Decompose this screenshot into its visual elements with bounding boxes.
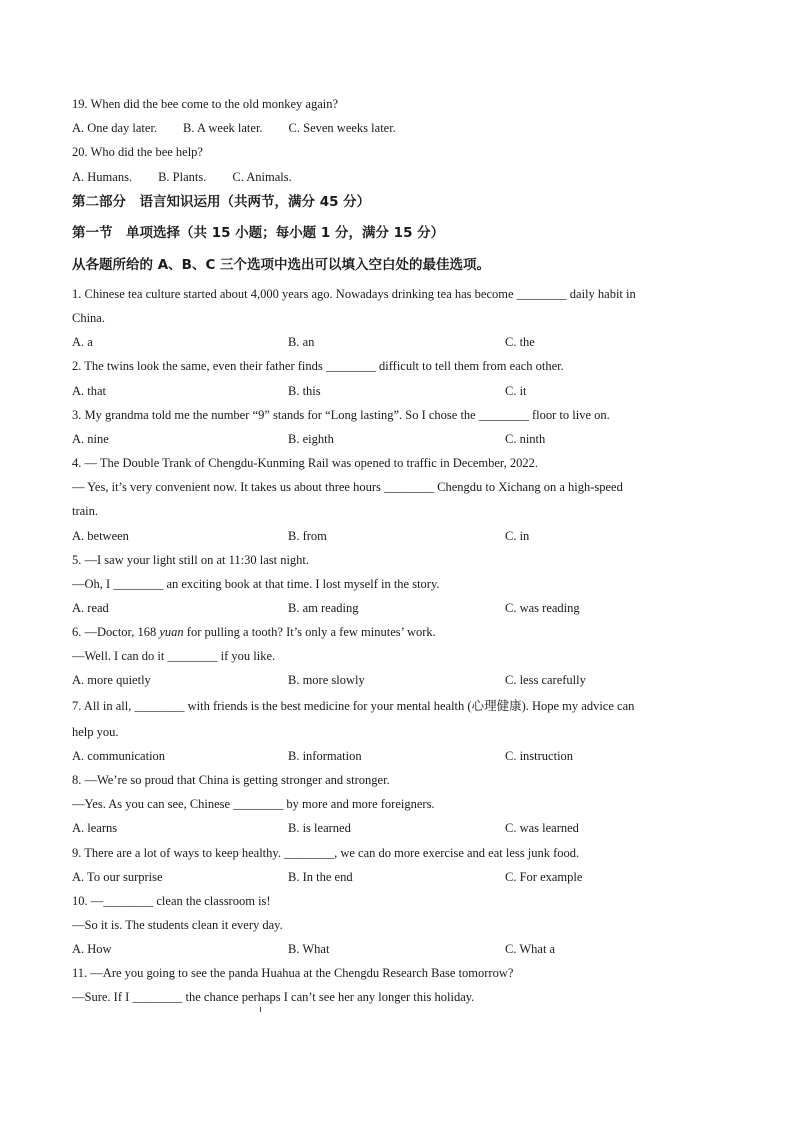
option-b: B. am reading — [288, 601, 359, 615]
option-a: A. communication — [72, 749, 166, 763]
question-7-line-1: 7. All in all, ________ with friends is the best medicine for your mental health (心理健康). Hope my advice can — [72, 699, 635, 713]
option-b: B. is learned — [288, 821, 351, 835]
question-6-line-1: 6. —Doctor, 168 yuan for pulling a tooth? It’s only a few minutes’ work. — [72, 625, 436, 639]
option-a: A. between — [72, 529, 129, 543]
option-c: C. the — [505, 335, 535, 349]
option-a: A. To our surprise — [72, 870, 163, 884]
question-5-line-1: 5. —I saw your light still on at 11:30 last night. — [72, 553, 310, 567]
option-c: C. it — [505, 384, 527, 398]
question-9-line-1: 9. There are a lot of ways to keep healthy. ________, we can do more exercise and eat less junk food. — [72, 846, 580, 860]
option-c: C. What a — [505, 942, 556, 956]
option-a: A. a — [72, 335, 93, 349]
question-20-options — [72, 169, 722, 185]
option-c: C. For example — [505, 870, 583, 884]
option-c: C. Seven weeks later. — [288, 121, 396, 135]
question-7-line-2: help you. — [72, 725, 119, 739]
option-a: A. learns — [72, 821, 118, 835]
question-19-options — [72, 120, 722, 136]
option-b: B. from — [288, 529, 327, 543]
option-a: A. One day later. — [72, 121, 158, 135]
question-11-line-1: 11. —Are you going to see the panda Huahua at the Chengdu Research Base tomorrow? — [72, 966, 514, 980]
instruction-text: 从各题所给的 A、B、C 三个选项中选出可以填入空白处的最佳选项。 — [72, 257, 491, 273]
option-c: C. was learned — [505, 821, 579, 835]
option-b: B. In the end — [288, 870, 353, 884]
option-b: B. more slowly — [288, 673, 365, 687]
option-c: C. instruction — [505, 749, 574, 763]
question-10-line-1: 10. —________ clean the classroom is! — [72, 894, 271, 908]
question-4-line-1: 4. — The Double Trank of Chengdu-Kunming Rail was opened to traffic in December, 2022. — [72, 456, 538, 470]
question-1-line-2: China. — [72, 311, 105, 325]
question-4-line-3: train. — [72, 504, 99, 518]
option-c: C. in — [505, 529, 530, 543]
question-4-line-2: — Yes, it’s very convenient now. It takes us about three hours ________ Chengdu to Xichang on a high-speed — [72, 480, 623, 494]
option-a: A. more quietly — [72, 673, 151, 687]
question-8-line-2: —Yes. As you can see, Chinese ________ by more and more foreigners. — [72, 797, 435, 811]
option-c: C. less carefully — [505, 673, 586, 687]
question-6-line-2: —Well. I can do it ________ if you like. — [72, 649, 276, 663]
question-1-line-1: 1. Chinese tea culture started about 4,000 years ago. Nowadays drinking tea has become ________ daily habit in — [72, 287, 636, 301]
option-a: A. nine — [72, 432, 109, 446]
question-8-line-1: 8. —We’re so proud that China is getting stronger and stronger. — [72, 773, 390, 787]
part-two-heading: 第二部分 语言知识运用（共两节，满分 45 分） — [72, 194, 371, 210]
option-b: B. Plants. — [158, 170, 207, 184]
option-b: B. A week later. — [183, 121, 263, 135]
option-b: B. information — [288, 749, 362, 763]
option-a: A. read — [72, 601, 109, 615]
option-c: C. Animals. — [232, 170, 292, 184]
option-b: B. What — [288, 942, 330, 956]
question-3-line-1: 3. My grandma told me the number “9” stands for “Long lasting”. So I chose the ________ floor to live on. — [72, 408, 610, 422]
question-2-line-1: 2. The twins look the same, even their father finds ________ difficult to tell them from each other. — [72, 359, 564, 373]
option-c: C. ninth — [505, 432, 546, 446]
question-10-line-2: —So it is. The students clean it every day. — [72, 918, 283, 932]
section-one-heading: 第一节 单项选择（共 15 小题；每小题 1 分，满分 15 分） — [72, 225, 445, 241]
question-5-line-2: —Oh, I ________ an exciting book at that time. I lost myself in the story. — [72, 577, 440, 591]
question-11-line-2: —Sure. If I ________ the chance perhaps I can’t see her any longer this holiday. — [72, 990, 475, 1004]
question-19-stem: 19. When did the bee come to the old monkey again? — [72, 97, 339, 111]
option-a: A. Humans. — [72, 170, 133, 184]
option-b: B. eighth — [288, 432, 334, 446]
option-a: A. that — [72, 384, 107, 398]
option-c: C. was reading — [505, 601, 580, 615]
option-a: A. How — [72, 942, 112, 956]
option-b: B. an — [288, 335, 315, 349]
stray-mark — [260, 1007, 261, 1012]
option-b: B. this — [288, 384, 321, 398]
question-20-stem: 20. Who did the bee help? — [72, 145, 203, 159]
